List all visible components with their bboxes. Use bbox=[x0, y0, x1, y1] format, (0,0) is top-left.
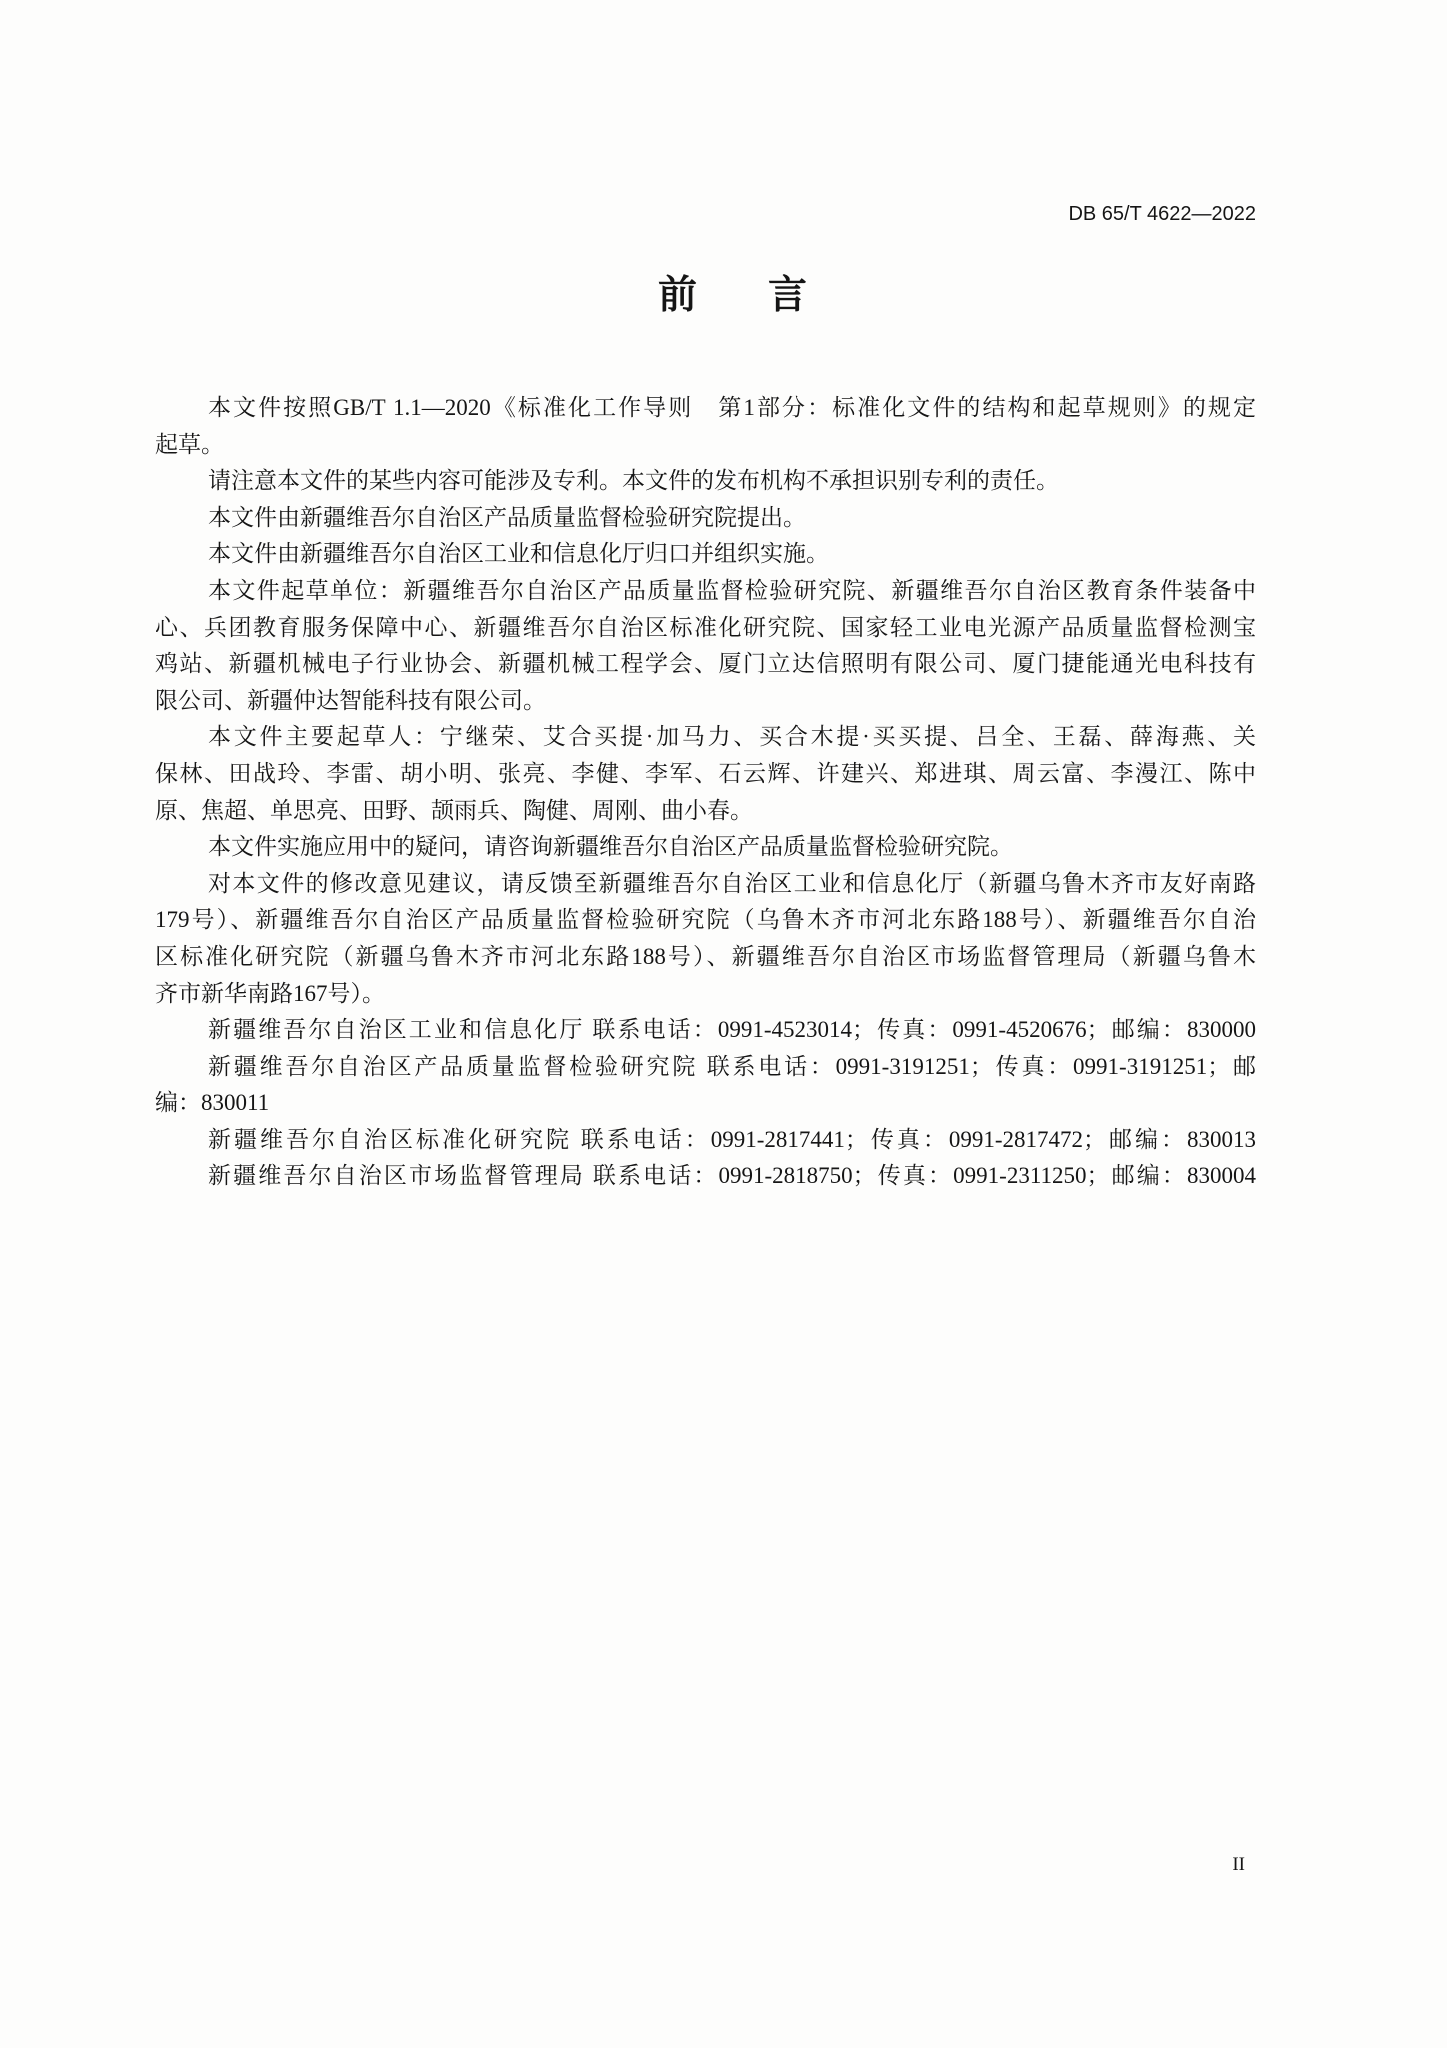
paragraph-inquiries bbox=[155, 829, 1256, 866]
paragraph-line: 起草。 bbox=[155, 431, 224, 457]
paragraph-line: 限公司、新疆仲达智能科技有限公司。 bbox=[155, 687, 546, 713]
paragraph-line: 本文件按照GB/T 1.1—2020《标准化工作导则 第1部分：标准化文件的结构和起草规则》的规定 bbox=[208, 395, 1256, 420]
page-number: II bbox=[1232, 1854, 1245, 1875]
paragraph-drafting-rules bbox=[155, 390, 1256, 463]
paragraph-line: 齐市新华南路167号）。 bbox=[155, 980, 385, 1006]
paragraph-line: 鸡站、新疆机械电子行业协会、新疆机械工程学会、厦门立达信照明有限公司、厦门捷能通光电科技有 bbox=[155, 651, 1256, 677]
paragraph-line: 区标准化研究院（新疆乌鲁木齐市河北东路188号）、新疆维吾尔自治区市场监督管理局（新疆乌鲁木 bbox=[155, 943, 1256, 969]
paragraph-line: 保林、田战玲、李雷、胡小明、张亮、李健、李军、石云辉、许建兴、郑进琪、周云富、李漫江、陈中 bbox=[155, 760, 1256, 786]
contact-industry-department bbox=[155, 1012, 1256, 1049]
paragraph-line: 心、兵团教育服务保障中心、新疆维吾尔自治区标准化研究院、国家轻工业电光源产品质量监督检测宝 bbox=[155, 614, 1256, 640]
contact-quality-institute bbox=[155, 1049, 1256, 1122]
paragraph-line: 新疆维吾尔自治区工业和信息化厅 联系电话：0991-4523014；传真：0991-4520676；邮编：830000 bbox=[208, 1017, 1256, 1043]
paragraph-line: 本文件由新疆维吾尔自治区产品质量监督检验研究院提出。 bbox=[208, 504, 806, 530]
paragraph-line: 本文件实施应用中的疑问，请咨询新疆维吾尔自治区产品质量监督检验研究院。 bbox=[208, 834, 1013, 860]
paragraph-line: 新疆维吾尔自治区产品质量监督检验研究院 联系电话：0991-3191251；传真：0991-3191251；邮 bbox=[208, 1053, 1256, 1079]
paragraph-line: 请注意本文件的某些内容可能涉及专利。本文件的发布机构不承担识别专利的责任。 bbox=[208, 468, 1059, 494]
standard-code: DB 65/T 4622—2022 bbox=[1068, 203, 1256, 225]
paragraph-proposer bbox=[155, 500, 1256, 537]
paragraph-line: 新疆维吾尔自治区标准化研究院 联系电话：0991-2817441；传真：0991-2817472；邮编：830013 bbox=[208, 1126, 1256, 1152]
paragraph-line: 对本文件的修改意见建议，请反馈至新疆维吾尔自治区工业和信息化厅（新疆乌鲁木齐市友好南路 bbox=[208, 870, 1256, 896]
paragraph-line: 编：830011 bbox=[155, 1090, 270, 1116]
paragraph-drafters bbox=[155, 719, 1256, 829]
paragraph-patent-notice bbox=[155, 463, 1256, 500]
paragraph-line: 本文件主要起草人：宁继荣、艾合买提·加马力、买合木提·买买提、吕全、王磊、薛海燕、关 bbox=[208, 724, 1256, 750]
paragraph-line: 新疆维吾尔自治区市场监督管理局 联系电话：0991-2818750；传真：0991-2311250；邮编：830004 bbox=[208, 1163, 1256, 1189]
foreword-body bbox=[155, 390, 1256, 1195]
paragraph-line: 本文件起草单位：新疆维吾尔自治区产品质量监督检验研究院、新疆维吾尔自治区教育条件装备中 bbox=[208, 577, 1256, 603]
contact-market-supervision-bureau bbox=[155, 1158, 1256, 1195]
paragraph-line: 原、焦超、单思亮、田野、颉雨兵、陶健、周刚、曲小春。 bbox=[155, 797, 753, 823]
paragraph-administrator bbox=[155, 536, 1256, 573]
paragraph-drafting-units bbox=[155, 573, 1256, 719]
paragraph-line: 179号）、新疆维吾尔自治区产品质量监督检验研究院（乌鲁木齐市河北东路188号）、新疆维吾尔自治 bbox=[155, 907, 1256, 933]
paragraph-feedback bbox=[155, 866, 1256, 1012]
page-title: 前 言 bbox=[657, 273, 823, 318]
contact-standardization-institute bbox=[155, 1122, 1256, 1159]
paragraph-line: 本文件由新疆维吾尔自治区工业和信息化厅归口并组织实施。 bbox=[208, 541, 829, 567]
